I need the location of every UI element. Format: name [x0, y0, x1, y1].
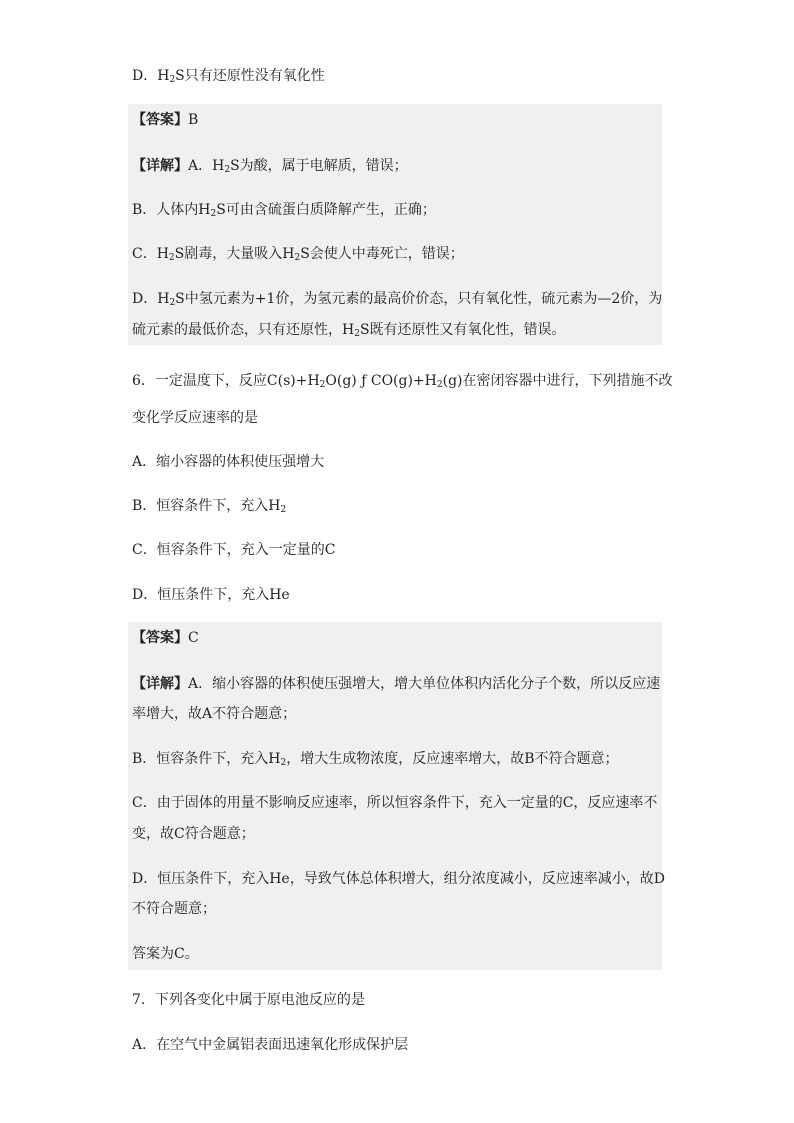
q6-option-d: D．恒压条件下，充入He	[132, 587, 290, 603]
q6-detail-d-line2: 不符合题意；	[132, 901, 216, 917]
q6-conclusion: 答案为C。	[132, 946, 199, 962]
q6-option-c: C．恒容条件下，充入一定量的C	[132, 542, 336, 558]
q7-option-a: A．在空气中金属铝表面迅速氧化形成保护层	[132, 1037, 409, 1053]
q5-detail-d-line2: 硫元素的最低价态，只有还原性，$H_2S$既有还原性又有氧化性，错误。	[132, 322, 566, 339]
q5-option-d: D．$H_2S$只有还原性没有氧化性	[132, 68, 325, 85]
answer-label: 【答案】	[132, 630, 188, 646]
q5-answer	[132, 111, 662, 129]
q5-detail-c: C．$H_2S$剧毒，大量吸入$H_2S$会使人中毒死亡，错误；	[132, 246, 464, 263]
q6-option-b: B．恒容条件下，充入$H_2$	[132, 498, 287, 515]
q5-detail-a: 【详解】A．$H_2S$为酸，属于电解质，错误；	[132, 158, 408, 175]
q6-detail-a-line2: 率增大，故A不符合题意；	[132, 706, 297, 722]
answer-label: 【答案】	[132, 112, 188, 128]
q6-detail-a-line1: 【详解】A．缩小容器的体积使压强增大，增大单位体积内活化分子个数，所以反应速	[132, 676, 661, 692]
answer-value: B	[188, 112, 199, 128]
q6-detail-c-line1: C．由于固体的用量不影响反应速率，所以恒容条件下，充入一定量的C，反应速率不	[132, 795, 658, 811]
q5-detail-b: B．人体内$H_2S$可由含硫蛋白质降解产生，正确；	[132, 202, 436, 219]
answer-value: C	[188, 630, 199, 646]
detail-label: 【详解】	[132, 158, 188, 174]
q6-detail-d-line1: D．恒压条件下，充入He，导致气体总体积增大，组分浓度减小，反应速率减小，故D	[132, 871, 665, 887]
q6-answer	[132, 629, 662, 647]
q6-option-a: A．缩小容器的体积使压强增大	[132, 454, 325, 470]
detail-label: 【详解】	[132, 676, 188, 692]
q6-detail-c-line2: 变，故C符合题意；	[132, 826, 255, 842]
q6-stem-line2: 变化学反应速率的是	[132, 410, 258, 426]
answer-block-q5	[128, 104, 662, 345]
q6-stem-line1: 6．一定温度下，反应$C(s)+H_2O(g)$ ƒ $CO(g)+H_2(g)$在密闭容器中进行，下列措施不改	[132, 373, 673, 390]
q6-detail-b: B．恒容条件下，充入$H_2$，增大生成物浓度，反应速率增大，故B不符合题意；	[132, 751, 619, 768]
q7-stem: 7．下列各变化中属于原电池反应的是	[132, 992, 365, 1008]
q5-detail-d-line1: D．$H_2S$中氢元素为+1价，为氢元素的最高价价态，只有氧化性，硫元素为—2价，为	[132, 291, 663, 308]
